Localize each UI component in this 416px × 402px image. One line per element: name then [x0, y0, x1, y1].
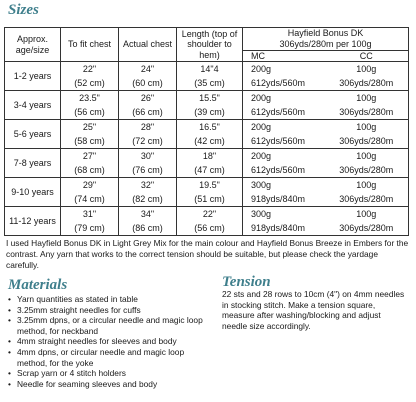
cell-chest-value: (52 cm)	[74, 77, 105, 88]
header-cc: CC	[325, 50, 409, 62]
cell-length-value: (56 cm)	[194, 222, 225, 233]
tension-heading: Tension	[222, 274, 271, 290]
cell-cc-value: 100g	[356, 93, 377, 104]
cell-actual-chest-value: 24"	[140, 64, 155, 75]
header-length: Length (top of shoulder to hem)	[177, 28, 243, 62]
cell-actual-chest	[119, 91, 177, 120]
list-item: • 3.25mm dpns, or a circular needle and magic loop method, for neckband	[8, 315, 213, 336]
cell-actual-chest-value: (66 cm)	[132, 106, 163, 117]
cell-age: 3-4 years	[5, 91, 61, 120]
table-row	[5, 120, 409, 149]
cell-cc-value: 306yds/280m	[339, 193, 394, 204]
table-row	[5, 149, 409, 178]
cell-actual-chest-value: 30"	[140, 151, 155, 162]
cell-cc-value: 306yds/280m	[339, 135, 394, 146]
cell-chest	[61, 120, 119, 149]
materials-heading: Materials	[8, 277, 68, 293]
list-item: • Yarn quantities as stated in table	[8, 294, 213, 305]
header-chest: To fit chest	[61, 28, 119, 62]
cell-mc-value: 612yds/560m	[251, 106, 306, 117]
cell-actual-chest-value: 32"	[140, 180, 155, 191]
table-row	[5, 62, 409, 91]
cell-age: 5-6 years	[5, 120, 61, 149]
cell-mc	[243, 149, 325, 178]
cell-chest	[61, 149, 119, 178]
cell-actual-chest-value: 34"	[140, 209, 155, 220]
cell-actual-chest-value: (72 cm)	[132, 135, 163, 146]
cell-cc-value: 100g	[356, 180, 377, 191]
cell-mc	[243, 120, 325, 149]
cell-cc-value: 306yds/280m	[339, 222, 394, 233]
cell-mc-value: 918yds/840m	[251, 222, 306, 233]
cell-cc-value: 306yds/280m	[339, 106, 394, 117]
table-row	[5, 178, 409, 207]
cell-mc	[243, 62, 325, 91]
list-item: • Scrap yarn or 4 stitch holders	[8, 368, 213, 379]
cell-age: 1-2 years	[5, 62, 61, 91]
cell-length	[177, 207, 243, 236]
header-actual-chest: Actual chest	[119, 28, 177, 62]
cell-cc	[325, 120, 409, 149]
sizes-heading: Sizes	[8, 2, 39, 18]
cell-actual-chest-value: (86 cm)	[132, 222, 163, 233]
cell-chest-value: (79 cm)	[74, 222, 105, 233]
cell-cc-value: 100g	[356, 209, 377, 220]
header-age: Approx. age/size	[5, 28, 61, 62]
cell-cc	[325, 178, 409, 207]
cell-cc-value: 100g	[356, 64, 377, 75]
cell-length-value: 22"	[202, 209, 217, 220]
cell-length	[177, 91, 243, 120]
list-item: • 4mm dpns, or circular needle and magic loop method, for the yoke	[8, 347, 213, 368]
cell-chest	[61, 91, 119, 120]
cell-mc-value: 200g	[251, 93, 272, 104]
list-item: • 4mm straight needles for sleeves and body	[8, 336, 213, 347]
cell-mc-value: 918yds/840m	[251, 193, 306, 204]
table-row	[5, 91, 409, 120]
cell-actual-chest-value: 28"	[140, 122, 155, 133]
cell-actual-chest	[119, 149, 177, 178]
cell-length	[177, 62, 243, 91]
cell-cc	[325, 91, 409, 120]
header-yarn-sub: 306yds/280m per 100g	[279, 38, 372, 49]
cell-cc-value: 100g	[356, 151, 377, 162]
sizes-table	[4, 27, 409, 236]
cell-cc-value: 100g	[356, 122, 377, 133]
cell-cc	[325, 207, 409, 236]
cell-mc-value: 200g	[251, 64, 272, 75]
cell-cc	[325, 149, 409, 178]
cell-mc	[243, 91, 325, 120]
cell-length	[177, 178, 243, 207]
cell-age: 11-12 years	[5, 207, 61, 236]
cell-actual-chest-value: (76 cm)	[132, 164, 163, 175]
cell-chest-value: (58 cm)	[74, 135, 105, 146]
cell-cc	[325, 62, 409, 91]
list-item: • Needle for seaming sleeves and body	[8, 379, 213, 390]
cell-length-value: 18"	[202, 151, 217, 162]
cell-chest-value: 29"	[82, 180, 97, 191]
cell-mc-value: 612yds/560m	[251, 164, 306, 175]
cell-chest-value: 23.5"	[79, 93, 100, 104]
cell-length-value: (47 cm)	[194, 164, 225, 175]
yarn-note: I used Hayfield Bonus DK in Light Grey Mix for the main colour and Hayfield Bonus Breeze in Embers for the contrast. Any yarn that works to the correct tension should be suitable, but please check the yardage carefully.	[6, 238, 409, 270]
cell-age: 7-8 years	[5, 149, 61, 178]
cell-chest	[61, 178, 119, 207]
cell-cc-value: 306yds/280m	[339, 77, 394, 88]
header-yarn	[243, 28, 409, 51]
cell-chest-value: (56 cm)	[74, 106, 105, 117]
cell-chest-value: (74 cm)	[74, 193, 105, 204]
cell-actual-chest-value: 26"	[140, 93, 155, 104]
cell-length	[177, 120, 243, 149]
cell-cc-value: 306yds/280m	[339, 164, 394, 175]
cell-actual-chest	[119, 62, 177, 91]
cell-mc	[243, 207, 325, 236]
cell-length-value: (51 cm)	[194, 193, 225, 204]
cell-chest-value: 31"	[82, 209, 97, 220]
cell-chest	[61, 207, 119, 236]
materials-list	[8, 294, 213, 389]
cell-length-value: (39 cm)	[194, 106, 225, 117]
cell-mc-value: 612yds/560m	[251, 135, 306, 146]
cell-length-value: 15.5"	[199, 93, 220, 104]
cell-length-value: (35 cm)	[194, 77, 225, 88]
list-item: • 3.25mm straight needles for cuffs	[8, 305, 213, 316]
cell-actual-chest-value: (82 cm)	[132, 193, 163, 204]
cell-chest-value: 27"	[82, 151, 97, 162]
cell-chest-value: (68 cm)	[74, 164, 105, 175]
cell-chest-value: 25"	[82, 122, 97, 133]
cell-length-value: 19.5"	[199, 180, 220, 191]
cell-actual-chest-value: (60 cm)	[132, 77, 163, 88]
header-yarn-title: Hayfield Bonus DK	[287, 28, 364, 38]
cell-mc-value: 300g	[251, 209, 272, 220]
cell-mc-value: 612yds/560m	[251, 77, 306, 88]
cell-chest-value: 22"	[82, 64, 97, 75]
cell-age: 9-10 years	[5, 178, 61, 207]
cell-mc	[243, 178, 325, 207]
cell-chest	[61, 62, 119, 91]
cell-actual-chest	[119, 120, 177, 149]
cell-actual-chest	[119, 207, 177, 236]
cell-mc-value: 200g	[251, 122, 272, 133]
cell-length-value: 14"4	[200, 64, 219, 75]
cell-length-value: 16.5"	[199, 122, 220, 133]
tension-text: 22 sts and 28 rows to 10cm (4") on 4mm needles in stocking stitch. Make a tension square, measure after washing/blocking and adjust needle size accordingly.	[222, 289, 405, 331]
cell-length-value: (42 cm)	[194, 135, 225, 146]
header-mc: MC	[243, 50, 325, 62]
cell-mc-value: 300g	[251, 180, 272, 191]
cell-length	[177, 149, 243, 178]
cell-actual-chest	[119, 178, 177, 207]
table-row	[5, 207, 409, 236]
cell-mc-value: 200g	[251, 151, 272, 162]
